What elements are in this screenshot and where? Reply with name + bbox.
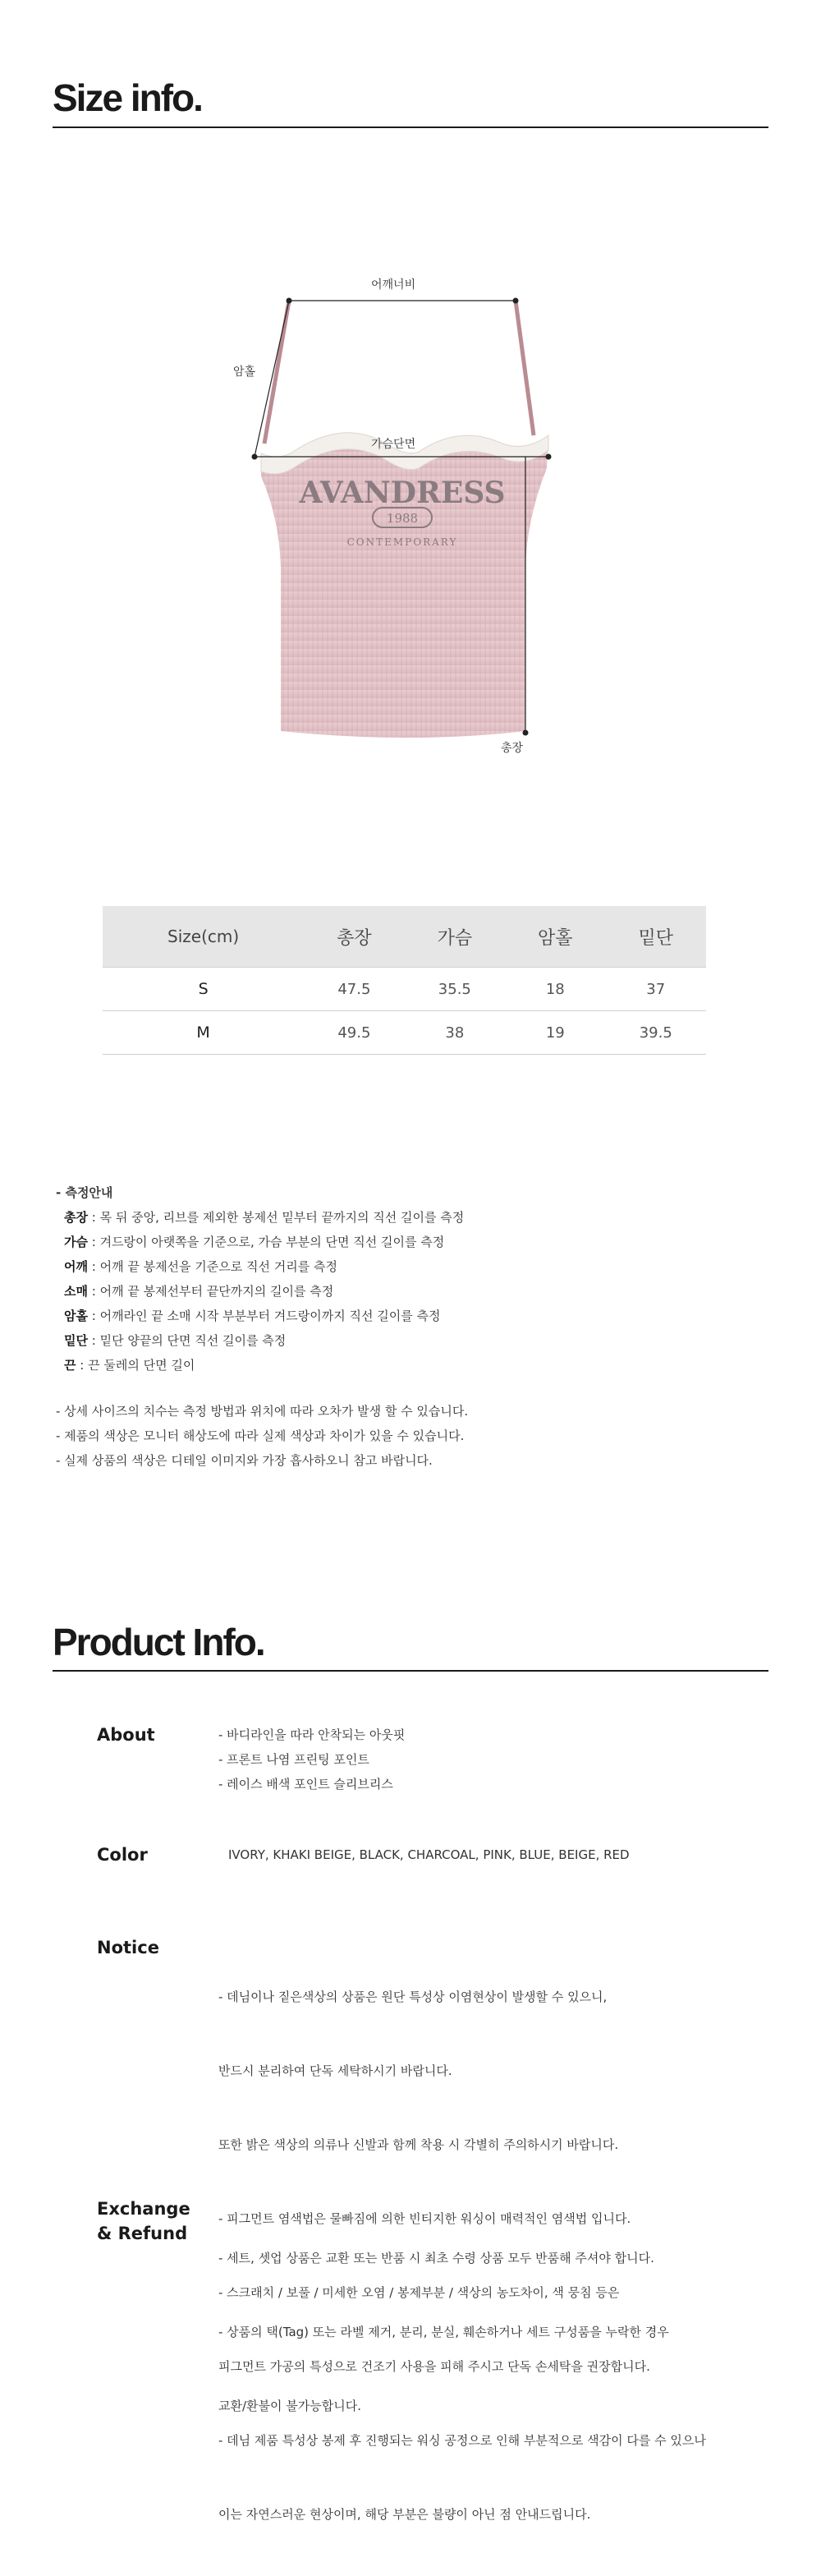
- about-text: - 바디라인을 따라 안착되는 아웃핏 - 프론트 나염 프린팅 포인트 - 레이스 배색 포인트 슬리브리스: [218, 1727, 406, 1792]
- table-cell: 47.5: [304, 968, 404, 1011]
- color-text: IVORY, KHAKI BEIGE, BLACK, CHARCOAL, PINK, BLUE, BEIGE, RED: [228, 1847, 630, 1862]
- color-label: Color: [97, 1845, 148, 1865]
- table-cell: 19: [505, 1011, 605, 1055]
- guide-note: - 제품의 색상은 모니터 해상도에 따라 실제 색상과 차이가 있을 수 있습니다.: [56, 1428, 465, 1443]
- label-chest: 가슴단면: [371, 438, 416, 451]
- notice-label: Notice: [97, 1938, 159, 1957]
- guide-item: 총장 : 목 뒤 중앙, 리브를 제외한 봉제선 밑부터 끝까지의 직선 길이를 측정: [64, 1210, 465, 1225]
- header-armhole: 암홀: [505, 906, 605, 968]
- label-length: 총장: [501, 742, 524, 755]
- table-cell: 49.5: [304, 1011, 404, 1055]
- guide-heading: - 측정안내: [56, 1185, 113, 1200]
- product-size-figure: [0, 271, 821, 764]
- guide-note: - 실제 상품의 색상은 디테일 이미지와 가장 흡사하오니 참고 바랍니다.: [56, 1453, 433, 1468]
- table-cell: 35.5: [405, 968, 505, 1011]
- header-hem: 밑단: [606, 906, 707, 968]
- header-size: Size(cm): [103, 906, 304, 968]
- print-brand: AVANDRESS: [299, 476, 506, 510]
- product-info-divider: [53, 1670, 768, 1672]
- guide-item: 암홀 : 어깨라인 끝 소매 시작 부분부터 겨드랑이까지 직선 길이를 측정: [64, 1309, 441, 1323]
- table-cell: 39.5: [606, 1011, 707, 1055]
- exchange-refund-label: Exchange & Refund: [97, 2199, 190, 2243]
- table-row: [103, 968, 706, 1011]
- about-label: About: [97, 1725, 155, 1745]
- notice-text: - 데님이나 짙은색상의 상품은 원단 특성상 이염현상이 발생할 수 있으니, 반드시 분리하여 단독 세탁하시기 바랍니다. 또한 밝은 색상의 의류나 신발과 함께 착용 시 각별히 주의하시기 바랍니다. - 피그먼트 염색법은 물빠짐에 의한 빈티지한 워싱이 매력적인 염색법 입니다. - 스크래치 / 보풀 / 미세한 오염 / 봉제부분 / 색상의 농도차이, 색 뭉침 등은 피그먼트 가공의 특성으로 건조기 사용을 피해 주시고 단독 손세탁을 권장합니다. - 데님 제품 특성상 봉제 후 진행되는 워싱 공정으로 인해 부분적으로 색감이 다를 수 있으나 이는 자연스러운 현상이며, 해당 부분은 불량이 아닌 점 안내드립니다.: [218, 1990, 706, 2522]
- print-tagline: CONTEMPORARY: [346, 536, 458, 548]
- guide-item: 끈 : 끈 둘레의 단면 길이: [64, 1358, 195, 1373]
- size-info-divider: [53, 126, 768, 128]
- camisole-illustration: [0, 271, 821, 764]
- guide-item: 소매 : 어깨 끝 봉제선부터 끝단까지의 길이를 측정: [64, 1284, 334, 1299]
- guide-note: - 상세 사이즈의 치수는 측정 방법과 위치에 따라 오차가 발생 할 수 있습니다.: [56, 1404, 469, 1419]
- exchange-refund-text: - 세트, 셋업 상품은 교환 또는 반품 시 최초 수령 상품 모두 반품해 주셔야 합니다. - 상품의 택(Tag) 또는 라벨 제거, 분리, 분실, 훼손하거나 세트 구성품을 누락한 경우 교환/환불이 불가능합니다.: [218, 2251, 669, 2413]
- size-table: [103, 906, 706, 1055]
- label-shoulder-width: 어깨너비: [371, 278, 416, 292]
- header-length: 총장: [304, 906, 404, 968]
- right-strap: [516, 301, 534, 435]
- table-row: [103, 1011, 706, 1055]
- table-cell: 38: [405, 1011, 505, 1055]
- header-chest: 가슴: [405, 906, 505, 968]
- table-cell: 18: [505, 968, 605, 1011]
- armhole-line: [255, 301, 289, 457]
- table-cell: M: [103, 1011, 304, 1055]
- measurement-guide: [56, 1180, 778, 1473]
- table-cell: S: [103, 968, 304, 1011]
- guide-item: 가슴 : 겨드랑이 아랫쪽을 기준으로, 가슴 부분의 단면 직선 길이를 측정: [64, 1235, 445, 1249]
- size-table-header-row: [103, 906, 706, 968]
- guide-item: 밑단 : 밑단 양끝의 단면 직선 길이를 측정: [64, 1333, 287, 1348]
- left-strap: [264, 301, 289, 444]
- label-armhole: 암홀: [233, 366, 256, 379]
- product-info-title: Product Info.: [53, 1621, 264, 1663]
- guide-item: 어깨 : 어깨 끝 봉제선을 기준으로 직선 거리를 측정: [64, 1259, 338, 1274]
- table-cell: 37: [606, 968, 707, 1011]
- print-year: 1988: [386, 511, 419, 526]
- size-info-title: Size info.: [53, 76, 202, 119]
